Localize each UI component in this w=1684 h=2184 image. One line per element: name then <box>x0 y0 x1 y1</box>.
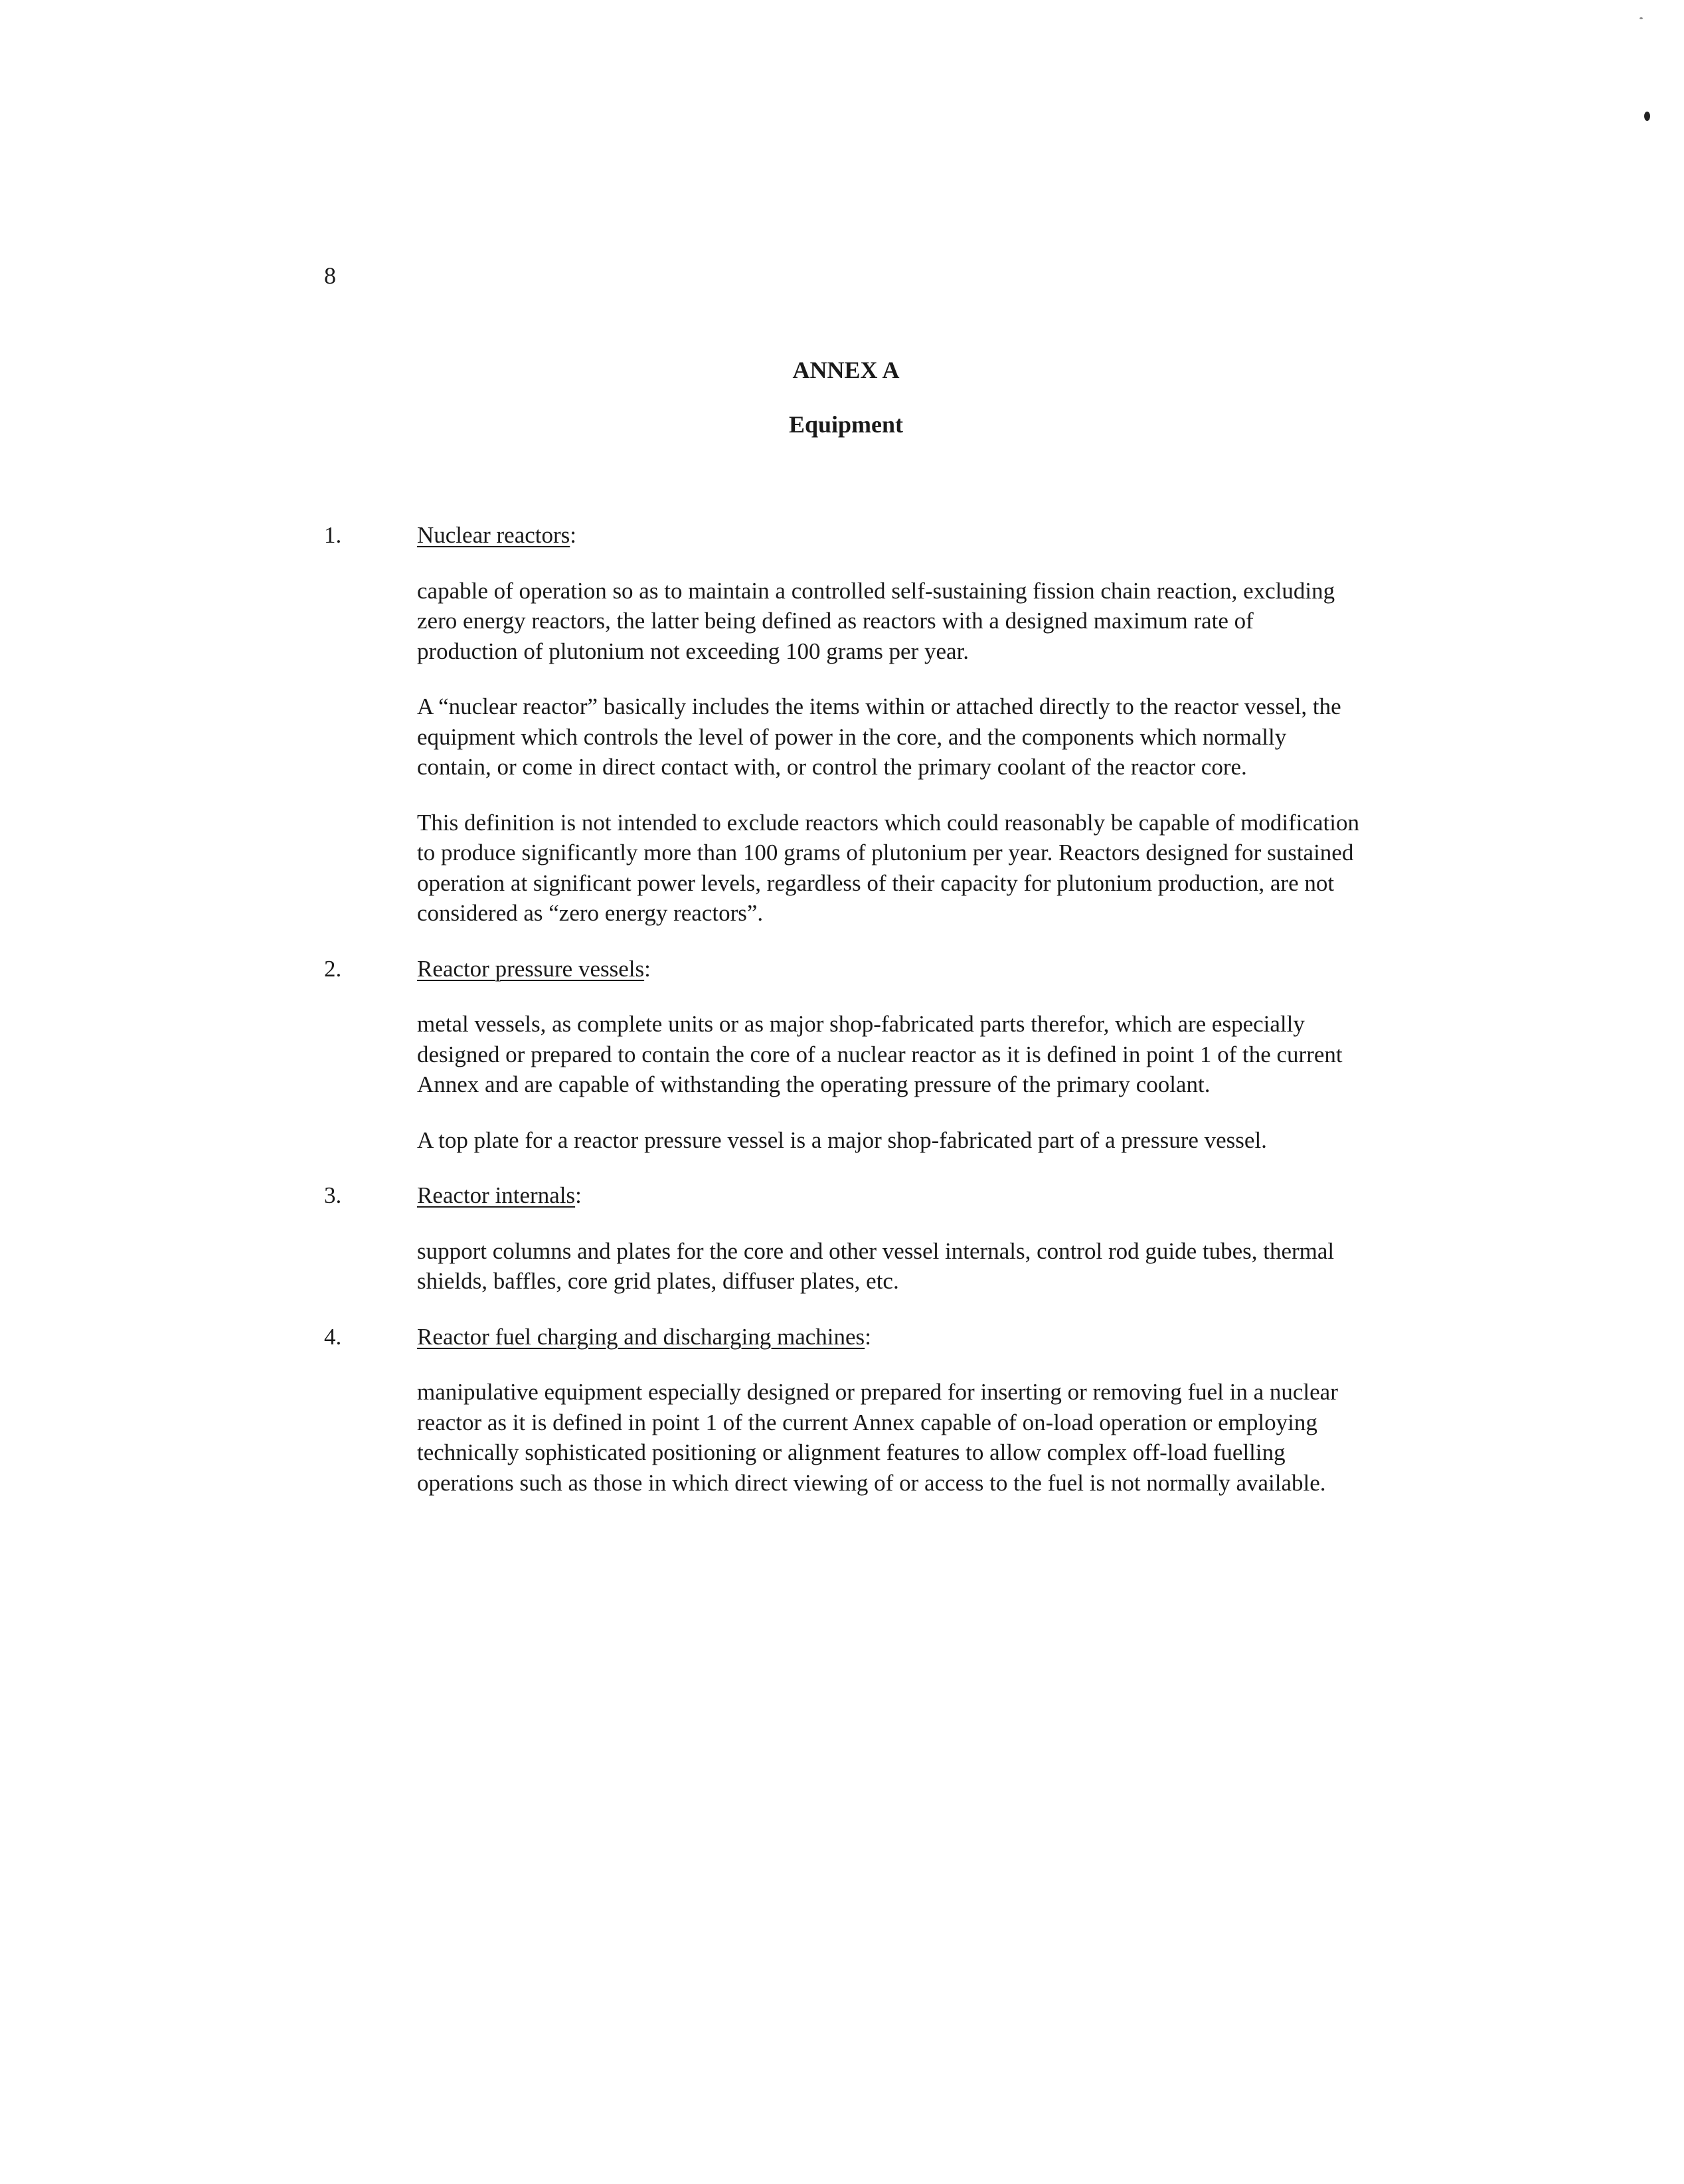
item-paragraph: A top plate for a reactor pressure vessel is a major shop-fabricated part of a pressure vessel. <box>417 1127 1267 1153</box>
item-title: Reactor fuel charging and discharging machines <box>417 1323 865 1350</box>
annex-item-2 <box>324 954 1360 1156</box>
item-paragraph: capable of operation so as to maintain a controlled self-sustaining fission chain reaction, excluding zero energy reactors, the latter being defined as reactors with a designed maximum rate of production of plutonium not exceeding 100 grams per year. <box>417 577 1335 664</box>
item-heading <box>324 1180 1360 1211</box>
item-number: 3. <box>324 1182 342 1208</box>
item-colon: : <box>575 1182 582 1208</box>
item-number: 4. <box>324 1323 342 1350</box>
annex-item-4 <box>324 1322 1360 1499</box>
item-colon: : <box>570 522 577 548</box>
page-number: 8 <box>324 262 336 289</box>
item-paragraph: manipulative equipment especially designed or prepared for inserting or removing fuel in a nuclear reactor as it is defined in point 1 of the current Annex capable of on-load operation or employing technically sophisticated positioning or alignment features to allow complex off-load fuelling operations such as those in which direct viewing of or access to the fuel is not normally available. <box>417 1379 1338 1496</box>
item-title: Reactor pressure vessels <box>417 955 645 982</box>
annex-content <box>324 520 1360 1498</box>
annex-subtitle: Equipment <box>788 411 904 438</box>
item-title: Reactor internals <box>417 1182 576 1208</box>
item-heading <box>324 954 1360 984</box>
item-title: Nuclear reactors <box>417 522 570 548</box>
scan-speck <box>1640 17 1643 19</box>
item-paragraph: A “nuclear reactor” basically includes the items within or attached directly to the reactor vessel, the equipment which controls the level of power in the core, and the components which normally contain, or come in direct contact with, or control the primary coolant of the reactor core. <box>417 693 1341 780</box>
annex-item-1 <box>324 520 1360 929</box>
item-heading <box>324 520 1360 551</box>
annex-title: ANNEX A <box>792 357 900 383</box>
item-heading <box>324 1322 1360 1352</box>
item-paragraph: metal vessels, as complete units or as major shop-fabricated parts therefor, which are especially designed or prepared to contain the core of a nuclear reactor as it is defined in point 1 of the current Annex and are capable of withstanding the operating pressure of the primary coolant. <box>417 1011 1343 1097</box>
item-colon: : <box>644 955 651 982</box>
item-colon: : <box>865 1323 871 1350</box>
item-number: 2. <box>324 955 342 982</box>
annex-item-3 <box>324 1180 1360 1297</box>
item-paragraph: support columns and plates for the core and other vessel internals, control rod guide tubes, thermal shields, baffles, core grid plates, diffuser plates, etc. <box>417 1237 1335 1294</box>
item-number: 1. <box>324 522 342 548</box>
item-paragraph: This definition is not intended to exclude reactors which could reasonably be capable of modification to produce significantly more than 100 grams of plutonium per year. Reactors designed for sustained operation at significant power levels, regardless of their capacity for plutonium production, are not considered as “zero energy reactors”. <box>417 809 1360 926</box>
scan-speck <box>1644 112 1650 121</box>
